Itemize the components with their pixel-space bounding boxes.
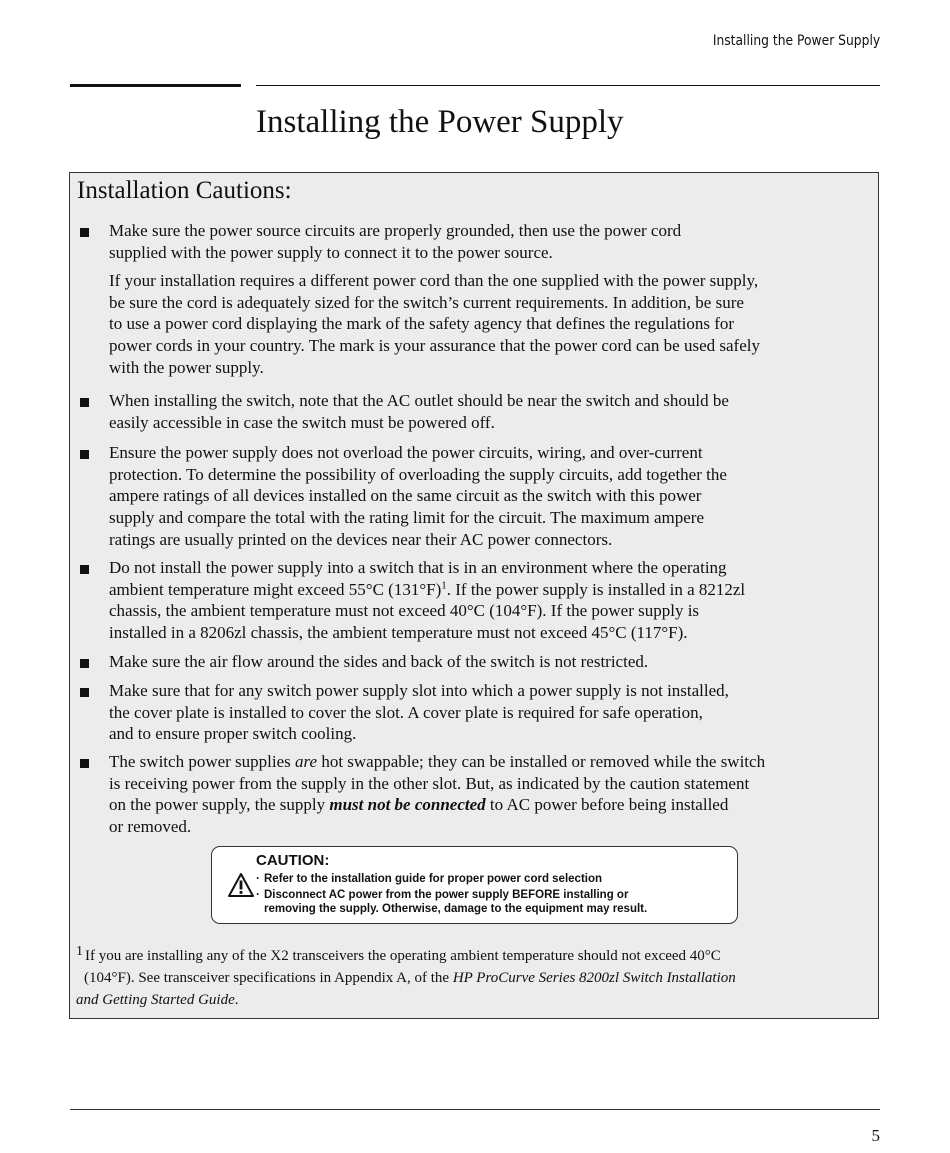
- text-line: ambient temperature might exceed 55°C (131°F): [109, 579, 442, 599]
- footnote: [76, 945, 876, 1011]
- text-line: the cover plate is installed to cover the slot. A cover plate is required for safe operation,: [109, 702, 703, 722]
- text-line: Disconnect AC power from the power supply BEFORE installing or: [264, 889, 629, 901]
- running-header: Installing the Power Supply: [712, 33, 880, 49]
- bullet-square-icon: [80, 565, 89, 574]
- text-line: Make sure the power source circuits are properly grounded, then use the power cord: [109, 221, 682, 240]
- text-line: The switch power supplies: [109, 752, 296, 771]
- text-line: Make sure that for any switch power supply slot into which a power supply is not installed,: [109, 681, 729, 700]
- text-line: installed in a 8206zl chassis, the ambient temperature must not exceed 45°C (117°F).: [109, 623, 688, 643]
- emphasis-are: are: [295, 752, 318, 771]
- bullet-square-icon: [80, 398, 89, 407]
- bullet-dot-icon: ·: [256, 889, 260, 901]
- text-line: and to ensure proper switch cooling.: [109, 724, 357, 744]
- text-line: .: [234, 992, 239, 1008]
- text-line: ampere ratings of all devices installed on the same circuit as the switch with this power: [109, 486, 702, 506]
- page-title: Installing the Power Supply: [256, 104, 624, 140]
- text-line: or removed.: [109, 817, 192, 837]
- footer-rule: [70, 1109, 880, 1110]
- caution-text: [109, 220, 874, 263]
- caution-text: [109, 390, 874, 433]
- caution-text: [109, 557, 874, 644]
- caution-callout-item: [256, 872, 647, 886]
- caution-text: [109, 680, 874, 745]
- text-line: Ensure the power supply does not overload the power circuits, wiring, and over-current: [109, 443, 703, 462]
- caution-text: [109, 651, 874, 673]
- text-line: supplied with the power supply to connect it to the power source.: [109, 242, 553, 262]
- caution-text: [109, 751, 874, 838]
- text-line: If you are installing any of the X2 transceivers the operating ambient temperature should not exceed 40°C: [85, 948, 721, 964]
- footnote-number: 1: [76, 944, 83, 959]
- caution-text: [109, 442, 874, 551]
- page-number: 5: [871, 1126, 880, 1145]
- caution-callout-item: [256, 888, 647, 916]
- text-line: Do not install the power supply into a switch that is in an environment where the operating: [109, 558, 727, 577]
- text-line: Make sure the air flow around the sides and back of the switch is not restricted.: [109, 652, 649, 671]
- bullet-square-icon: [80, 759, 89, 768]
- text-line: ratings are usually printed on the devices near their AC power connectors.: [109, 529, 613, 549]
- text-line: chassis, the ambient temperature must not exceed 40°C (104°F). If the power supply is: [109, 601, 700, 621]
- text-line: Refer to the installation guide for proper power cord selection: [264, 873, 603, 885]
- caution-callout-heading: CAUTION:: [256, 852, 330, 869]
- emphasis-must-not-be-connected: must not be connected: [329, 795, 486, 815]
- bullet-square-icon: [80, 450, 89, 459]
- text-line: hot swappable; they can be installed or removed while the switch: [317, 752, 766, 771]
- header-rule-thick: [70, 84, 241, 87]
- installation-cautions-box: [69, 172, 879, 1019]
- text-line: with the power supply.: [109, 357, 264, 377]
- bullet-square-icon: [80, 688, 89, 697]
- text-line: on the power supply, the supply: [109, 795, 330, 815]
- cautions-heading: Installation Cautions:: [77, 177, 292, 204]
- caution-callout: [211, 846, 738, 924]
- text-line: removing the supply. Otherwise, damage to the equipment may result.: [264, 903, 648, 915]
- text-line: to AC power before being installed: [485, 795, 729, 815]
- text-line: is receiving power from the supply in the other slot. But, as indicated by the caution statement: [109, 773, 750, 793]
- text-line: easily accessible in case the switch must be powered off.: [109, 412, 495, 432]
- bullet-square-icon: [80, 659, 89, 668]
- guide-title-italic: HP ProCurve Series 8200zl Switch Installation: [452, 970, 736, 986]
- text-line: power cords in your country. The mark is your assurance that the power cord can be used safely: [109, 336, 760, 356]
- bullet-dot-icon: ·: [256, 873, 260, 885]
- header-rule-thin: [256, 85, 880, 86]
- text-line: (104°F). See transceiver specifications in Appendix A, of the: [84, 970, 453, 986]
- guide-title-italic: and Getting Started Guide: [76, 992, 235, 1008]
- footnote-ref: 1: [441, 579, 447, 592]
- warning-triangle-icon: [228, 873, 254, 901]
- caution-callout-list: [256, 872, 647, 918]
- text-line: . If the power supply is installed in a 8212zl: [446, 579, 746, 599]
- bullet-square-icon: [80, 228, 89, 237]
- text-line: be sure the cord is adequately sized for the switch’s current requirements. In addition, be sure: [109, 292, 744, 312]
- text-line: If your installation requires a different power cord than the one supplied with the power supply,: [109, 271, 759, 290]
- caution-text-continued: [109, 270, 874, 379]
- text-line: to use a power cord displaying the mark of the safety agency that defines the regulations for: [109, 314, 735, 334]
- text-line: When installing the switch, note that the AC outlet should be near the switch and should be: [109, 391, 729, 410]
- text-line: protection. To determine the possibility of overloading the supply circuits, add together the: [109, 464, 727, 484]
- text-line: supply and compare the total with the rating limit for the circuit. The maximum ampere: [109, 508, 704, 528]
